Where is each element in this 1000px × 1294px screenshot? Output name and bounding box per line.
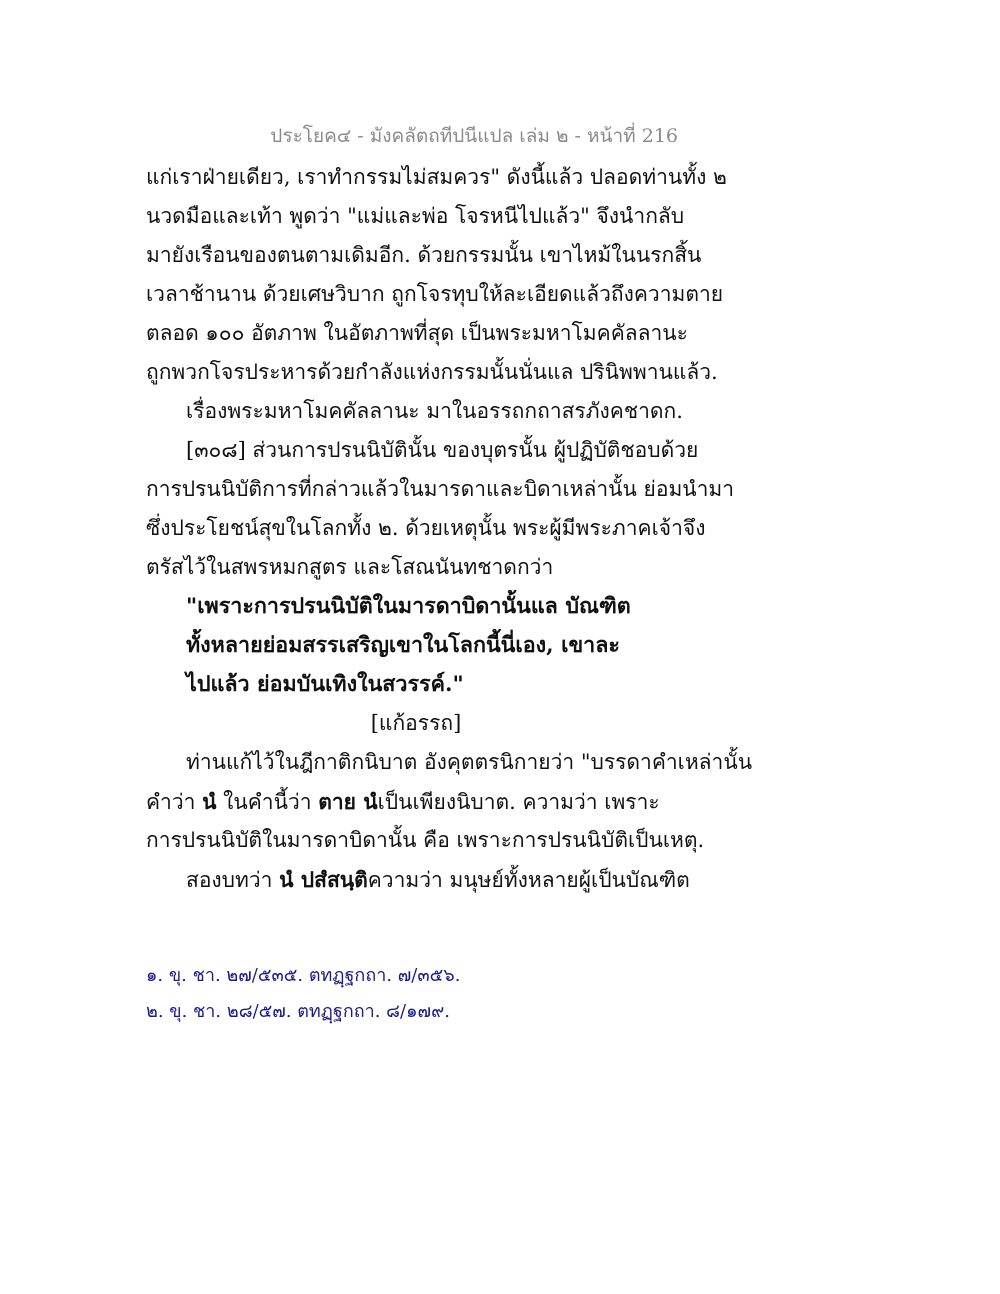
section-heading: [แก้อรรถ] bbox=[370, 711, 462, 735]
text-line bbox=[146, 782, 706, 821]
verse-line: "เพราะการปรนนิบัติในมารดาบิดานั้นแล บัณฑิต bbox=[186, 594, 631, 619]
text-line: การปรนนิบัติการที่กล่าวแล้วในมารดาและบิดาเหล่านั้น ย่อมนำมา bbox=[146, 477, 735, 501]
page-header: ประโยค๔ - มังคลัตถทีปนีแปล เล่ม ๒ - หน้าที่ 216 bbox=[270, 125, 678, 147]
text-segment: เป็นเพียงนิบาต. ความว่า เพราะ bbox=[377, 790, 660, 814]
footnote: ๒. ขุ. ชา. ๒๘/๕๗. ตทฏฺฐกถา. ๘/๑๗๙. bbox=[146, 1001, 450, 1022]
body-text bbox=[146, 158, 753, 899]
pali-term: นํ bbox=[202, 789, 217, 814]
verse-line: ทั้งหลายย่อมสรรเสริญเขาในโลกนี้นี่เอง, เขาละ bbox=[186, 633, 620, 658]
footnote: ๑. ขุ. ชา. ๒๗/๕๓๕. ตทฏฺฐกถา. ๗/๓๕๖. bbox=[146, 965, 461, 986]
text-segment: ในคำนี้ว่า bbox=[216, 790, 319, 814]
text-line: ซึ่งประโยชน์สุขในโลกทั้ง ๒. ด้วยเหตุนั้น พระผู้มีพระภาคเจ้าจึง bbox=[146, 516, 706, 540]
text-line: นวดมือและเท้า พูดว่า "แม่และพ่อ โจรหนีไปแล้ว" จึงนำกลับ bbox=[146, 204, 685, 228]
text-segment: คำว่า bbox=[146, 790, 203, 814]
text-line: ถูกพวกโจรประหารด้วยกำลังแห่งกรรมนั้นนั่นแล ปรินิพพานแล้ว. bbox=[146, 360, 718, 384]
text-segment: สองบทว่า bbox=[186, 868, 280, 892]
pali-term: นํ ปสํสนฺติ bbox=[279, 867, 368, 892]
text-line: การปรนนิบัติในมารดาบิดานั้น คือ เพราะการปรนนิบัติเป็นเหตุ. bbox=[146, 828, 705, 852]
text-line bbox=[146, 860, 706, 899]
text-line: เวลาช้านาน ด้วยเศษวิบาก ถูกโจรทุบให้ละเอียดแล้วถึงความตาย bbox=[146, 282, 724, 306]
text-line: ตรัสไว้ในสพรหมกสูตร และโสณนันทชาดกว่า bbox=[146, 555, 554, 579]
text-line: มายังเรือนของตนตามเดิมอีก. ด้วยกรรมนั้น เขาไหม้ในนรกสิ้น bbox=[146, 243, 702, 267]
text-line: ท่านแก้ไว้ในฎีกาติกนิบาต อังคุตตรนิกายว่า "บรรดาคำเหล่านั้น bbox=[186, 750, 753, 774]
text-segment: ความว่า มนุษย์ทั้งหลายผู้เป็นบัณฑิต bbox=[367, 868, 690, 892]
footnotes bbox=[146, 958, 706, 1030]
text-line: [๓๐๘] ส่วนการปรนนิบัตินั้น ของบุตรนั้น ผู้ปฏิบัติชอบด้วย bbox=[186, 438, 699, 462]
text-line: เรื่องพระมหาโมคคัลลานะ มาในอรรถกถาสรภังคชาดก. bbox=[186, 399, 683, 423]
text-line: ตลอด ๑๐๐ อัตภาพ ในอัตภาพที่สุด เป็นพระมหาโมคคัลลานะ bbox=[146, 321, 688, 345]
pali-term: ตาย นํ bbox=[318, 789, 378, 814]
text-line: แก่เราฝ่ายเดียว, เราทำกรรมไม่สมควร" ดังนี้แล้ว ปลอดท่านทั้ง ๒ bbox=[146, 165, 727, 189]
verse-line: ไปแล้ว ย่อมบันเทิงในสวรรค์." bbox=[186, 672, 464, 697]
